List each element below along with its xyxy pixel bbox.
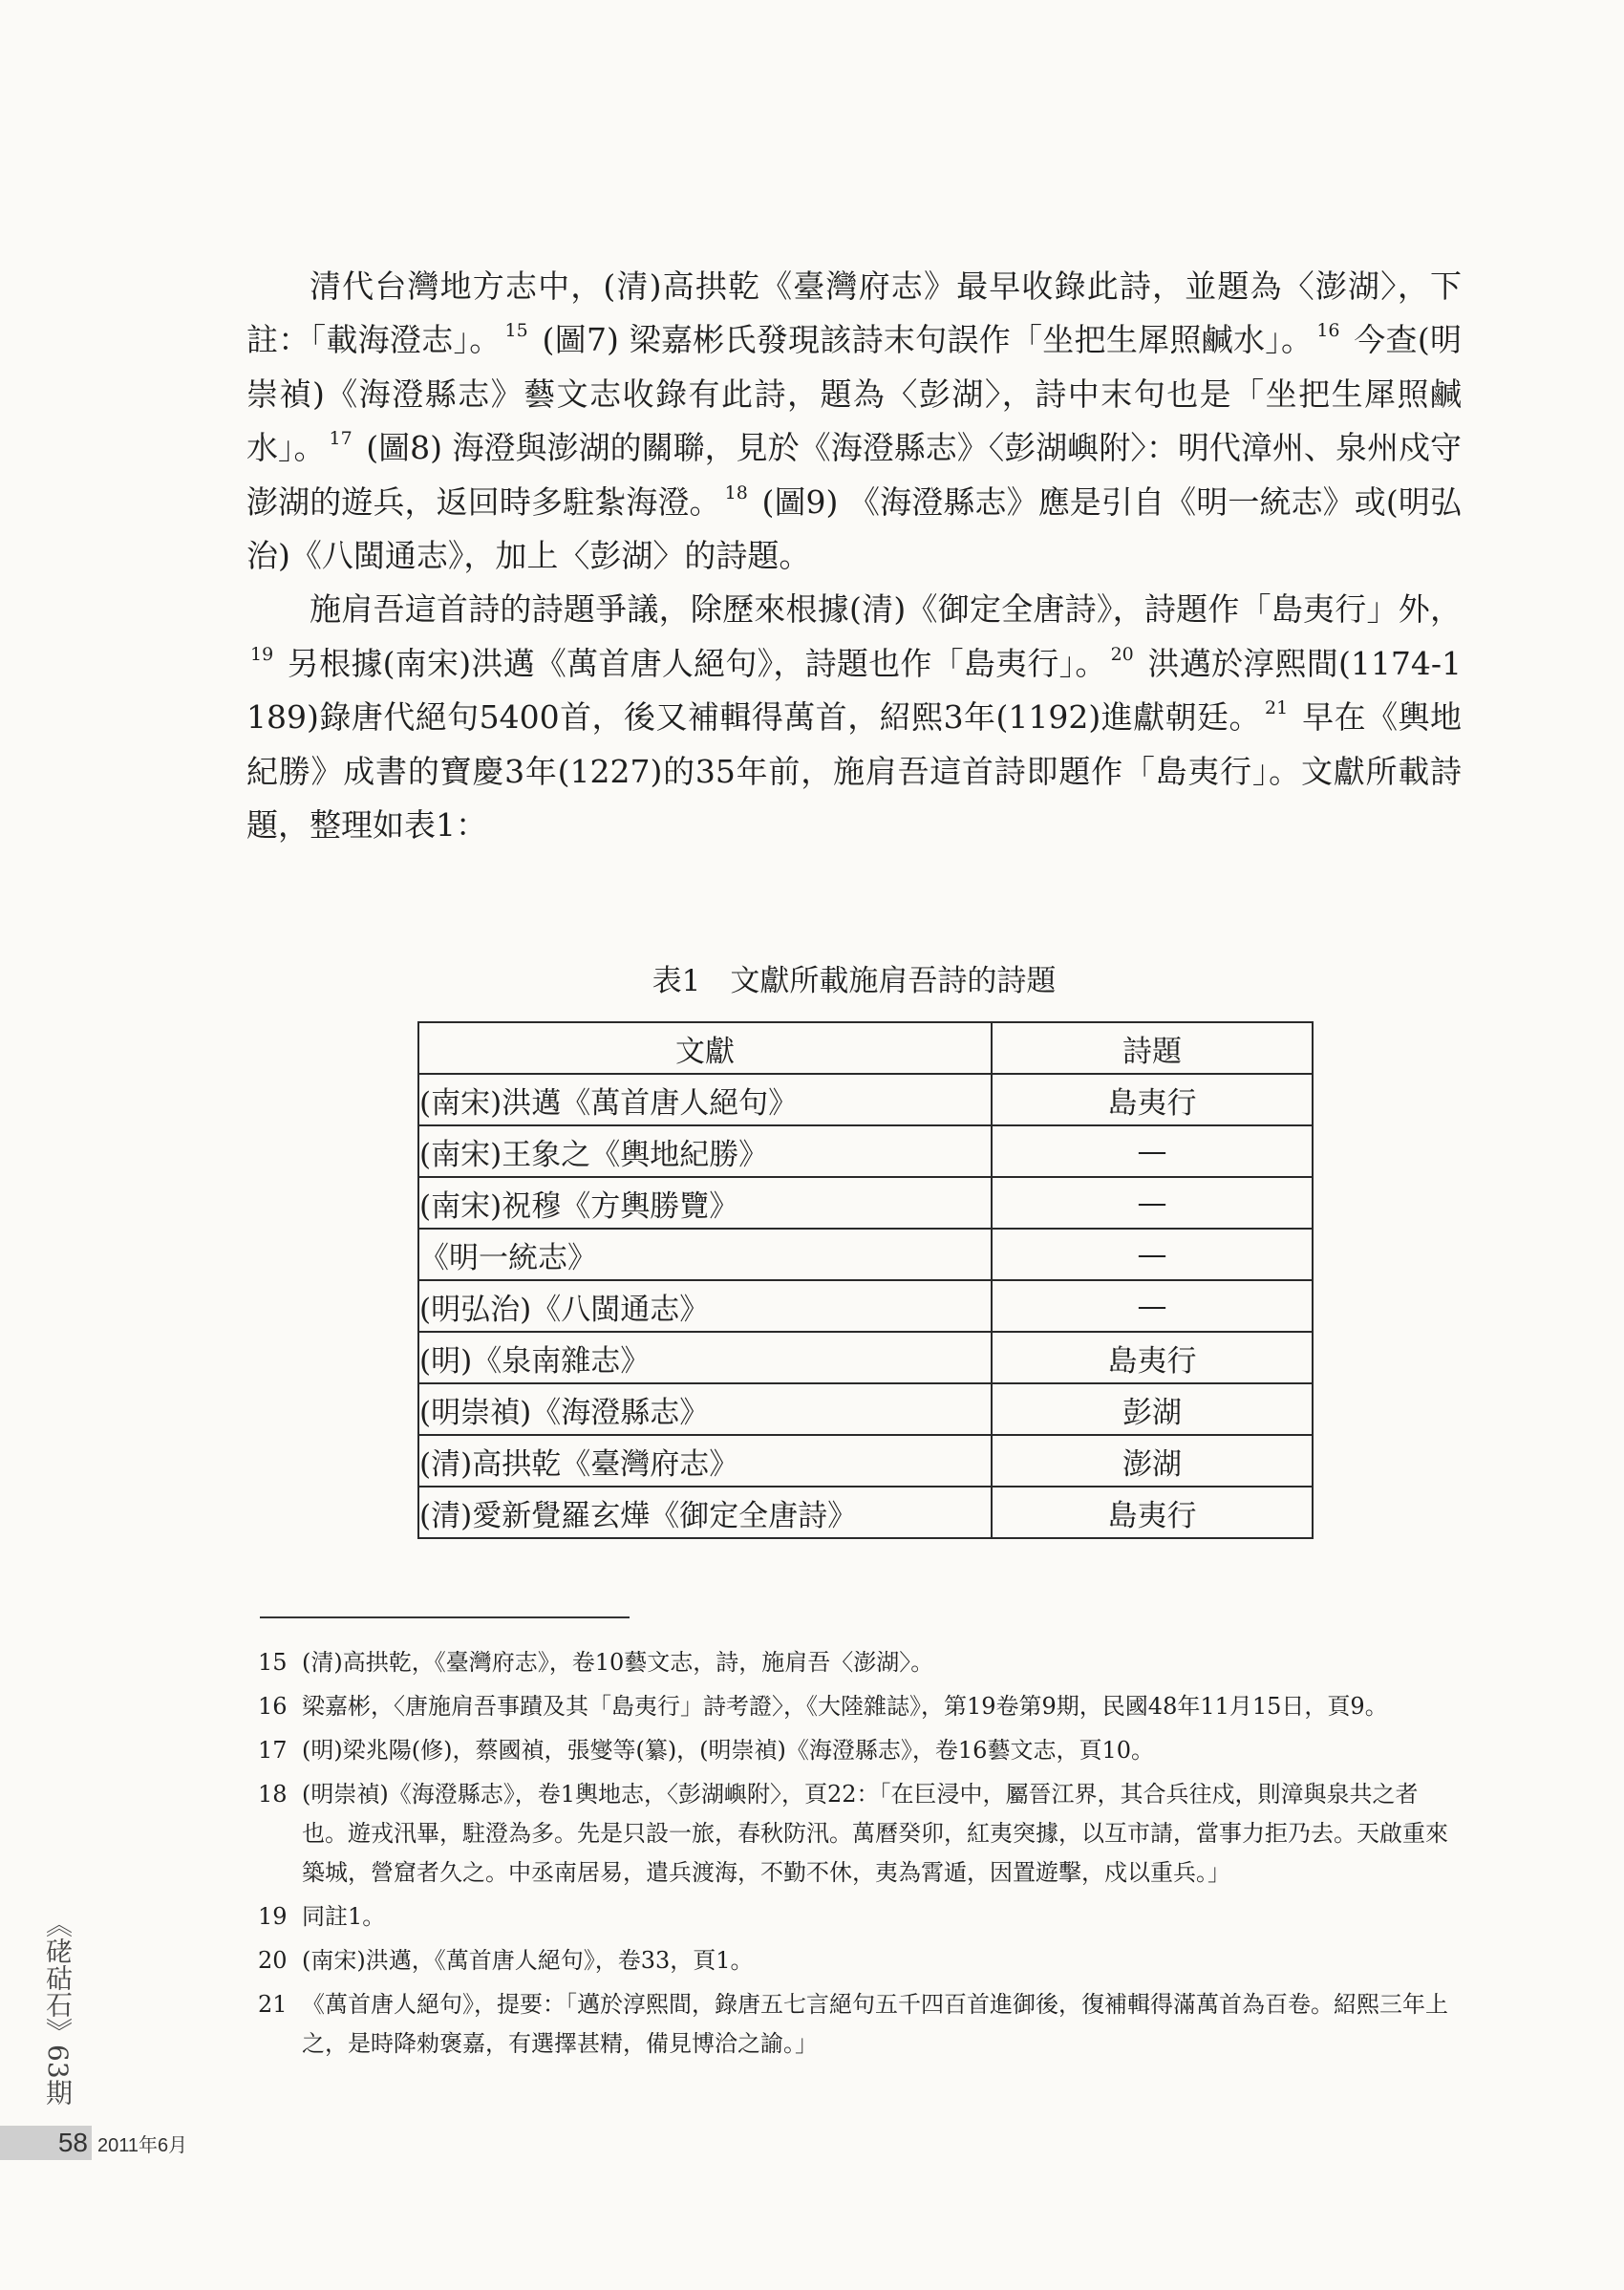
table-row bbox=[418, 1487, 1313, 1538]
footnotes bbox=[258, 1643, 1464, 2068]
text-run: 施肩吾這首詩的詩題爭議，除歷來根據(清)《御定全唐詩》，詩題作「島夷行」外， bbox=[310, 590, 1462, 629]
footnote-ref[interactable]: 16 bbox=[1316, 320, 1340, 342]
journal-title-vertical: 《硓𥑮石》63期 bbox=[42, 1911, 74, 2106]
poem-title-cell: — bbox=[992, 1125, 1313, 1177]
text-run: (圖9) 《海澄縣志》應是引自《明一統志》或(明弘治)《八閩通志》，加上〈彭湖〉的詩題。 bbox=[246, 482, 1463, 575]
footnote-number: 17 bbox=[258, 1737, 288, 1764]
footnote-text: (清)高拱乾，《臺灣府志》，卷10藝文志，詩，施肩吾〈澎湖〉。 bbox=[302, 1649, 934, 1676]
table-row bbox=[418, 1177, 1313, 1229]
poem-title-cell: 島夷行 bbox=[992, 1487, 1313, 1538]
footnote-text: 同註1。 bbox=[302, 1903, 386, 1930]
source-cell: (清)愛新覺羅玄燁《御定全唐詩》 bbox=[418, 1487, 992, 1538]
table-row bbox=[418, 1332, 1313, 1383]
poem-title-cell: — bbox=[992, 1229, 1313, 1280]
footnote bbox=[258, 1775, 1464, 1893]
source-cell: (南宋)王象之《輿地紀勝》 bbox=[418, 1125, 992, 1177]
table-header-row bbox=[418, 1022, 1313, 1074]
literature-table bbox=[417, 1021, 1314, 1539]
text-run: 今查(明崇禎)《海澄縣志》藝文志收錄有此詩，題為〈彭湖〉，詩中末句也是「坐把生犀照鹹水」。 bbox=[246, 321, 1462, 467]
footnote-text: (南宋)洪邁，《萬首唐人絕句》，卷33，頁1。 bbox=[302, 1947, 754, 1974]
footnote-ref[interactable]: 18 bbox=[724, 482, 748, 503]
footnote bbox=[258, 1985, 1464, 2064]
table-row bbox=[418, 1125, 1313, 1177]
source-cell: (清)高拱乾《臺灣府志》 bbox=[418, 1435, 992, 1487]
text-run: 洪邁於淳熙間(1174-1189)錄唐代絕句5400首，後又補輯得萬首，紹熙3年(1192)進獻朝廷。 bbox=[246, 644, 1462, 737]
poem-title-cell: — bbox=[992, 1280, 1313, 1332]
text-run: 另根據(南宋)洪邁《萬首唐人絕句》，詩題也作「島夷行」。 bbox=[277, 644, 1107, 682]
column-header-source: 文獻 bbox=[418, 1022, 992, 1074]
table-row bbox=[418, 1435, 1313, 1487]
footnote-ref[interactable]: 20 bbox=[1110, 643, 1134, 665]
paragraph-2 bbox=[246, 583, 1462, 852]
footnote-number: 19 bbox=[258, 1903, 288, 1930]
footnote-ref[interactable]: 21 bbox=[1265, 697, 1289, 719]
table-row bbox=[418, 1280, 1313, 1332]
footnote-number: 16 bbox=[258, 1693, 288, 1720]
footnote-text: (明崇禎)《海澄縣志》，卷1輿地志，〈彭湖嶼附〉，頁22：「在巨浸中，屬晉江界，其合兵往戍，則漳與泉共之者也。遊戎汛畢，駐澄為多。先是只設一旅，春秋防汛。萬曆癸卯，紅夷突據，以互市請，當事力拒乃去。天啟重來築城，營窟者久之。中丞南居易，遣兵渡海，不勤不休，夷為霄遁，因置遊擊，戍以重兵。」 bbox=[302, 1781, 1448, 1886]
footnote-text: (明)梁兆陽(修)，蔡國禎，張燮等(纂)，(明崇禎)《海澄縣志》，卷16藝文志，頁10。 bbox=[302, 1737, 1154, 1764]
footnote-ref[interactable]: 15 bbox=[504, 320, 528, 342]
paragraph-1 bbox=[246, 260, 1462, 583]
table-caption: 表1 文獻所載施肩吾詩的詩題 bbox=[652, 964, 1057, 998]
footnote-number: 18 bbox=[258, 1781, 288, 1808]
poem-title-cell: 島夷行 bbox=[992, 1074, 1313, 1125]
source-cell: 《明一統志》 bbox=[418, 1229, 992, 1280]
footnote bbox=[258, 1897, 1464, 1937]
source-cell: (明崇禎)《海澄縣志》 bbox=[418, 1383, 992, 1435]
body-text bbox=[246, 260, 1462, 852]
text-run: (圖7) 梁嘉彬氏發現該詩末句誤作「坐把生犀照鹹水」。 bbox=[531, 321, 1314, 359]
poem-title-cell: 澎湖 bbox=[992, 1435, 1313, 1487]
footnote-divider bbox=[260, 1616, 630, 1618]
poem-title-cell: — bbox=[992, 1177, 1313, 1229]
source-cell: (明弘治)《八閩通志》 bbox=[418, 1280, 992, 1332]
footnote-text: 梁嘉彬，〈唐施肩吾事蹟及其「島夷行」詩考證〉，《大陸雜誌》，第19卷第9期，民國48年11月15日，頁9。 bbox=[302, 1693, 1388, 1720]
source-cell: (明)《泉南雜志》 bbox=[418, 1332, 992, 1383]
column-header-title: 詩題 bbox=[992, 1022, 1313, 1074]
page-footer bbox=[0, 2126, 187, 2160]
source-cell: (南宋)祝穆《方輿勝覽》 bbox=[418, 1177, 992, 1229]
source-cell: (南宋)洪邁《萬首唐人絕句》 bbox=[418, 1074, 992, 1125]
footnote-number: 15 bbox=[258, 1649, 288, 1676]
issue-date: 2011年6月 bbox=[97, 2134, 188, 2156]
text-run: 早在《輿地紀勝》成書的寶慶3年(1227)的35年前，施肩吾這首詩即題作「島夷行」。文獻所載詩題，整理如表1： bbox=[246, 698, 1462, 845]
footnote-number: 20 bbox=[258, 1947, 288, 1974]
footnote-ref[interactable]: 17 bbox=[329, 428, 353, 450]
footnote bbox=[258, 1687, 1464, 1726]
footnote bbox=[258, 1731, 1464, 1770]
table-row bbox=[418, 1074, 1313, 1125]
footnote-number: 21 bbox=[258, 1991, 288, 2018]
footnote-text: 《萬首唐人絕句》，提要：「邁於淳熙間，錄唐五七言絕句五千四百首進御後，復補輯得滿萬首為百卷。紹熙三年上之，是時降勑褒嘉，有選擇甚精，備見博洽之諭。」 bbox=[302, 1991, 1448, 2057]
footnote bbox=[258, 1941, 1464, 1980]
table-row bbox=[418, 1229, 1313, 1280]
page-number: 58 bbox=[0, 2126, 92, 2160]
table-row bbox=[418, 1383, 1313, 1435]
text-run: 清代台灣地方志中，(清)高拱乾《臺灣府志》最早收錄此詩，並題為〈澎湖〉，下註：「載海澄志」。 bbox=[246, 268, 1462, 359]
text-run: (圖8) 海澄與澎湖的關聯，見於《海澄縣志》〈彭湖嶼附〉：明代漳州、泉州戍守澎湖的遊兵，返回時多駐紮海澄。 bbox=[246, 429, 1462, 521]
poem-title-cell: 島夷行 bbox=[992, 1332, 1313, 1383]
poem-title-cell: 彭湖 bbox=[992, 1383, 1313, 1435]
footnote bbox=[258, 1643, 1464, 1682]
footnote-ref[interactable]: 19 bbox=[250, 643, 274, 665]
